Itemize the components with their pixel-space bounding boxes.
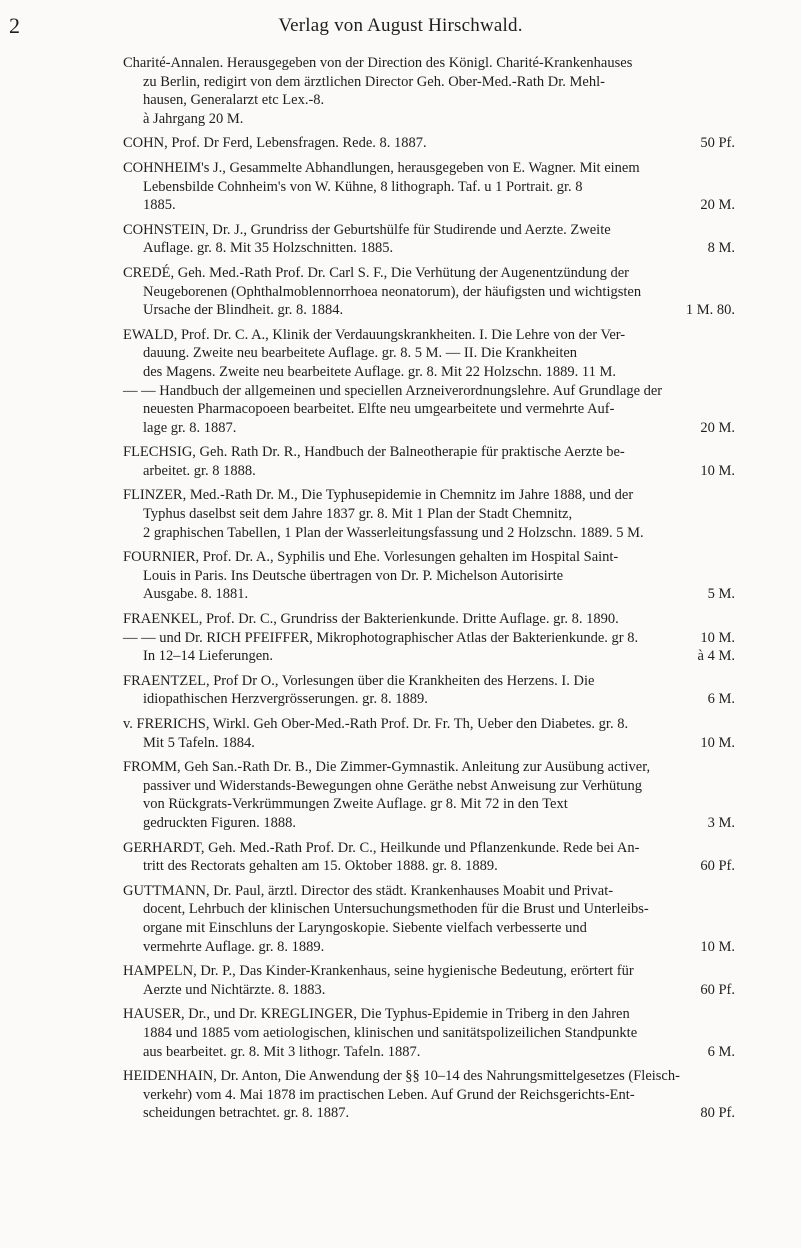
entry-text: FLINZER, Med.-Rath Dr. M., Die Typhusepidemie in Chemnitz im Jahre 1888, und der — [123, 487, 634, 504]
entry-line — [123, 938, 735, 957]
catalog-entry — [123, 326, 735, 438]
entry-line — [123, 326, 735, 345]
entry-line — [123, 1043, 735, 1062]
catalog-entry — [123, 672, 735, 709]
entry-text: Aerzte und Nichtärzte. 8. 1883. — [143, 981, 326, 998]
entry-text: — — Handbuch der allgemeinen und speciellen Arzneiverordnungslehre. Auf Grundlage der — [123, 382, 663, 399]
entry-text: GERHARDT, Geh. Med.-Rath Prof. Dr. C., Heilkunde und Pflanzenkunde. Rede bei An- — [123, 839, 640, 856]
entry-line — [123, 585, 735, 604]
entry-price: 80 Pf. — [700, 1105, 735, 1122]
entry-text: COHNHEIM's J., Gesammelte Abhandlungen, herausgegeben von E. Wagner. Mit einem — [123, 159, 640, 176]
entry-line — [123, 134, 735, 153]
entry-line — [123, 363, 735, 382]
entry-text: GUTTMANN, Dr. Paul, ärztl. Director des städt. Krankenhauses Moabit und Privat- — [123, 882, 614, 899]
entry-text: v. FRERICHS, Wirkl. Geh Ober-Med.-Rath Prof. Dr. Fr. Th, Ueber den Diabetes. gr. 8. — [123, 716, 629, 732]
entry-line — [123, 777, 735, 796]
entry-text: CREDÉ, Geh. Med.-Rath Prof. Dr. Carl S. F., Die Verhütung der Augenentzündung der — [123, 264, 629, 281]
entry-text: des Magens. Zweite neu bearbeitete Auflage. gr. 8. Mit 22 Holzschn. 1889. 11 M. — [143, 363, 617, 380]
entry-text: gedruckten Figuren. 1888. — [143, 814, 297, 831]
entry-text: Ausgabe. 8. 1881. — [143, 586, 249, 603]
entry-line — [123, 567, 735, 586]
entry-line — [123, 301, 735, 320]
entry-line — [123, 900, 735, 919]
entry-line — [123, 1067, 735, 1086]
entry-text: HEIDENHAIN, Dr. Anton, Die Anwendung der §§ 10–14 des Nahrungsmittelgesetzes (Fleisch- — [123, 1068, 680, 1085]
catalog-entry — [123, 159, 735, 215]
entry-line — [123, 962, 735, 981]
catalog-entry — [123, 610, 735, 666]
entry-line — [123, 178, 735, 197]
entry-text: — — und Dr. RICH PFEIFFER, Mikrophotographischer Atlas der Bakterienkunde. gr 8. — [123, 629, 639, 646]
entry-text: COHN, Prof. Dr Ferd, Lebensfragen. Rede. 8. 1887. — [123, 135, 427, 152]
entry-line — [123, 221, 735, 240]
entry-line — [123, 1086, 735, 1105]
entry-line — [123, 344, 735, 363]
catalog-entry — [123, 1005, 735, 1061]
page-number: 2 — [9, 13, 20, 38]
entry-line — [123, 690, 735, 709]
entry-line — [123, 264, 735, 283]
catalog-entry — [123, 486, 735, 542]
entry-line — [123, 419, 735, 438]
entry-price: 3 M. — [707, 814, 735, 831]
entry-text: EWALD, Prof. Dr. C. A., Klinik der Verdauungskrankheiten. I. Die Lehre von der Ver- — [123, 326, 626, 343]
entry-line — [123, 524, 735, 543]
entry-text: arbeitet. gr. 8 1888. — [143, 462, 256, 479]
entry-text: vermehrte Auflage. gr. 8. 1889. — [143, 938, 325, 955]
entry-price: 6 M. — [707, 691, 735, 708]
catalog-entry — [123, 221, 735, 258]
entry-line — [123, 548, 735, 567]
entry-text: lage gr. 8. 1887. — [143, 419, 237, 436]
entry-price: 8 M. — [707, 240, 735, 257]
entry-line — [123, 505, 735, 524]
catalog-entry — [123, 548, 735, 604]
entry-text: tritt des Rectorats gehalten am 15. Oktober 1888. gr. 8. 1889. — [143, 858, 498, 875]
entry-line — [123, 758, 735, 777]
entry-line — [123, 1104, 735, 1123]
catalog-entry — [123, 443, 735, 480]
catalog-entry — [123, 962, 735, 999]
catalog-entry — [123, 54, 735, 128]
page-header — [0, 13, 801, 45]
entry-text: hausen, Generalarzt etc Lex.-8. — [143, 92, 325, 109]
entry-line — [123, 839, 735, 858]
entry-line — [123, 795, 735, 814]
entry-text: aus bearbeitet. gr. 8. Mit 3 lithogr. Tafeln. 1887. — [143, 1043, 421, 1060]
entry-text: docent, Lehrbuch der klinischen Untersuchungsmethoden für die Brust und Unterleibs- — [143, 901, 649, 918]
entry-text: FLECHSIG, Geh. Rath Dr. R., Handbuch der Balneotherapie für praktische Aerzte be- — [123, 444, 625, 461]
entry-text: neuesten Pharmacopoeen bearbeitet. Elfte neu umgearbeitete und vermehrte Auf- — [143, 401, 615, 418]
entry-line — [123, 400, 735, 419]
entry-line — [123, 110, 735, 129]
catalog-entries — [123, 54, 735, 1129]
catalog-entry — [123, 882, 735, 956]
entry-price: 20 M. — [700, 419, 735, 436]
entry-line — [123, 814, 735, 833]
entry-text: Louis in Paris. Ins Deutsche übertragen von Dr. P. Michelson Autorisirte — [143, 567, 564, 584]
entry-line — [123, 54, 735, 73]
entry-price: à 4 M. — [697, 648, 735, 665]
entry-line — [123, 73, 735, 92]
running-title: Verlag von August Hirschwald. — [278, 15, 523, 36]
entry-line — [123, 196, 735, 215]
entry-line — [123, 629, 735, 648]
entry-text: HAUSER, Dr., und Dr. KREGLINGER, Die Typhus-Epidemie in Triberg in den Jahren — [123, 1006, 630, 1023]
entry-text: FROMM, Geh San.-Rath Dr. B., Die Zimmer-Gymnastik. Anleitung zur Ausübung activer, — [123, 759, 651, 776]
entry-text: dauung. Zweite neu bearbeitete Auflage. gr. 8. 5 M. — II. Die Krankheiten — [143, 345, 578, 362]
entry-text: Charité-Annalen. Herausgegeben von der Direction des Königl. Charité-Krankenhauses — [123, 55, 633, 71]
entry-text: à Jahrgang 20 M. — [143, 110, 244, 127]
entry-price: 60 Pf. — [700, 981, 735, 998]
entry-line — [123, 882, 735, 901]
entry-line — [123, 486, 735, 505]
entry-line — [123, 647, 735, 666]
entry-text: zu Berlin, redigirt von dem ärztlichen Director Geh. Ober-Med.-Rath Dr. Mehl- — [143, 73, 605, 90]
entry-line — [123, 715, 735, 734]
entry-line — [123, 857, 735, 876]
catalog-entry — [123, 134, 735, 153]
entry-text: Mit 5 Tafeln. 1884. — [143, 734, 255, 751]
entry-price: 10 M. — [700, 734, 735, 751]
entry-price: 50 Pf. — [700, 135, 735, 152]
entry-price: 6 M. — [707, 1043, 735, 1060]
entry-text: FRAENKEL, Prof. Dr. C., Grundriss der Bakterienkunde. Dritte Auflage. gr. 8. 1890. — [123, 611, 619, 628]
entry-text: FRAENTZEL, Prof Dr O., Vorlesungen über die Krankheiten des Herzens. I. Die — [123, 672, 595, 689]
entry-text: Neugeborenen (Ophthalmoblennorrhoea neonatorum), der häufigsten und wichtigsten — [143, 283, 642, 300]
entry-line — [123, 159, 735, 178]
entry-line — [123, 672, 735, 691]
entry-line — [123, 1024, 735, 1043]
entry-price: 10 M. — [700, 938, 735, 955]
entry-line — [123, 981, 735, 1000]
entry-line — [123, 462, 735, 481]
entry-line — [123, 239, 735, 258]
entry-text: Auflage. gr. 8. Mit 35 Holzschnitten. 1885. — [143, 240, 394, 257]
entry-line — [123, 734, 735, 753]
entry-text: verkehr) vom 4. Mai 1878 im practischen Leben. Auf Grund der Reichsgerichts-Ent- — [143, 1086, 635, 1103]
entry-text: idiopathischen Herzvergrösserungen. gr. 8. 1889. — [143, 691, 428, 708]
entry-price: 10 M. — [700, 462, 735, 479]
entry-price: 20 M. — [700, 197, 735, 214]
entry-text: von Rückgrats-Verkrümmungen Zweite Auflage. gr 8. Mit 72 in den Text — [143, 796, 568, 813]
entry-text: scheidungen betrachtet. gr. 8. 1887. — [143, 1105, 350, 1122]
entry-line — [123, 443, 735, 462]
entry-text: 1885. — [143, 197, 176, 214]
catalog-entry — [123, 758, 735, 832]
entry-text: 2 graphischen Tabellen, 1 Plan der Wasserleitungsfassung und 2 Holzschn. 1889. 5 M. — [143, 524, 644, 541]
entry-text: 1884 und 1885 vom aetiologischen, klinischen und sanitätspolizeilichen Standpunkte — [143, 1024, 638, 1041]
entry-line — [123, 1005, 735, 1024]
entry-text: Ursache der Blindheit. gr. 8. 1884. — [143, 302, 344, 319]
entry-text: Typhus daselbst seit dem Jahre 1837 gr. 8. Mit 1 Plan der Stadt Chemnitz, — [143, 506, 573, 523]
catalog-entry — [123, 715, 735, 752]
entry-line — [123, 382, 735, 401]
entry-text: In 12–14 Lieferungen. — [143, 648, 274, 665]
catalog-entry — [123, 264, 735, 320]
entry-text: passiver und Widerstands-Bewegungen ohne Geräthe nebst Anweisung zur Verhütung — [143, 777, 643, 794]
catalog-entry — [123, 1067, 735, 1123]
entry-line — [123, 283, 735, 302]
entry-price: 60 Pf. — [700, 858, 735, 875]
entry-text: Lebensbilde Cohnheim's von W. Kühne, 8 lithograph. Taf. u 1 Portrait. gr. 8 — [143, 178, 583, 195]
entry-line — [123, 91, 735, 110]
entry-text: COHNSTEIN, Dr. J., Grundriss der Geburtshülfe für Studirende und Aerzte. Zweite — [123, 221, 611, 238]
entry-line — [123, 610, 735, 629]
entry-text: HAMPELN, Dr. P., Das Kinder-Krankenhaus, seine hygienische Bedeutung, erörtert für — [123, 963, 634, 980]
catalog-entry — [123, 839, 735, 876]
entry-line — [123, 919, 735, 938]
entry-text: FOURNIER, Prof. Dr. A., Syphilis und Ehe. Vorlesungen gehalten im Hospital Saint- — [123, 549, 619, 566]
entry-text: organe mit Einschluns der Laryngoskopie. Siebente vielfach verbesserte und — [143, 919, 587, 936]
entry-price: 1 M. 80. — [685, 302, 735, 319]
entry-price: 5 M. — [707, 586, 735, 603]
entry-price: 10 M. — [700, 629, 735, 646]
